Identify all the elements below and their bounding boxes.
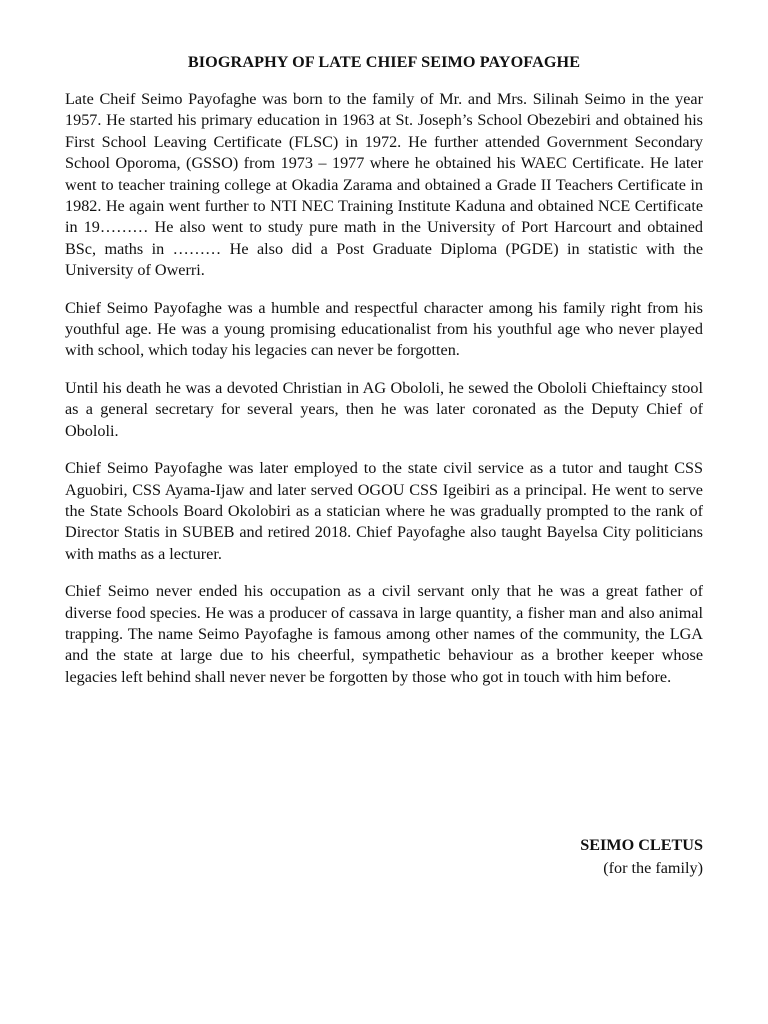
signature-block (580, 834, 703, 880)
paragraph-early-life: Late Cheif Seimo Payofaghe was born to the family of Mr. and Mrs. Silinah Seimo in the year 1957. He started his primary education in 1963 at St. Joseph’s School Obezebiri and obtained his First School Leaving Certificate (FLSC) in 1972. He further attended Government Secondary School Oporoma, (GSSO) from 1973 – 1977 where he obtained his WAEC Certificate. He later went to teacher training college at Okadia Zarama and obtained a Grade II Teachers Certificate in 1982. He again went further to NTI NEC Training Institute Kaduna and obtained NCE Certificate in 19……… He also went to study pure math in the University of Port Harcourt and obtained BSc, maths in ……… He also did a Post Graduate Diploma (PGDE) in statistic with the University of Owerri. (65, 90, 703, 280)
paragraph-character: Chief Seimo Payofaghe was a humble and respectful character among his family right from his youthful age. He was a young promising educationalist from his youthful age who never played with school, which today his legacies can never be forgotten. (65, 298, 703, 360)
signature-note: (for the family) (603, 859, 703, 877)
paragraph-legacy: Chief Seimo never ended his occupation as a civil servant only that he was a great father of diverse food species. He was a producer of cassava in large quantity, a fisher man and also animal trapping. The name Seimo Payofaghe is famous among other names of the community, the LGA and the state at large due to his cheerful, sympathetic behaviour as a brother keeper whose legacies left behind shall never never be forgotten by those who got in touch with him before. (65, 582, 703, 686)
paragraph-faith: Until his death he was a devoted Christian in AG Obololi, he sewed the Obololi Chieftaincy stool as a general secretary for several years, then he was later coronated as the Deputy Chief of Obololi. (65, 378, 703, 440)
document-title: BIOGRAPHY OF LATE CHIEF SEIMO PAYOFAGHE (187, 53, 581, 71)
signature-name: SEIMO CLETUS (580, 836, 703, 854)
document-body (65, 89, 703, 704)
paragraph-career: Chief Seimo Payofaghe was later employed to the state civil service as a tutor and taught CSS Aguobiri, CSS Ayama-Ijaw and later served OGOU CSS Igeibiri as a principal. He went to serve the State Schools Board Okolobiri as a statician where he was gradually prompted to the rank of Director Statis in SUBEB and retired 2018. Chief Payofaghe also taught Bayelsa City politicians with maths as a lecturer. (65, 459, 703, 563)
